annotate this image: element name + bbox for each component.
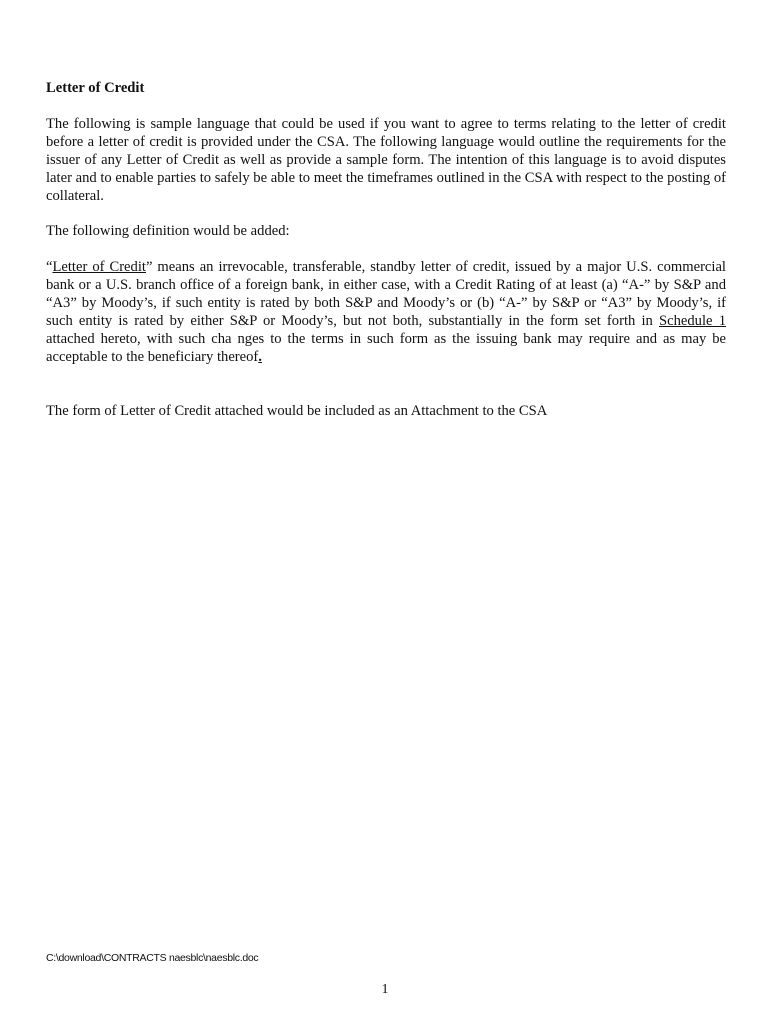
definition-paragraph — [46, 259, 726, 366]
definition-final-period: . — [258, 348, 262, 365]
definition-text-continued: attached hereto, with such cha nges to the terms in such form as the issuing bank may require and as may be acceptable to the beneficiary thereof — [46, 330, 726, 365]
definition-text: ” means an irrevocable, transferable, standby letter of credit, issued by a major U.S. commercial bank or a U.S. branch office of a foreign bank, in either case, with a Credit Rating of at least (a) “A-” by S&P and “A3” by Moody’s, if such entity is rated by both S&P and Moody’s or (b) “A-” by S&P or “A3” by Moody’s, if such entity is rated by either S&P or Moody’s, but not both, substantially in the form set forth in — [46, 259, 726, 330]
footer-file-path: C:\download\CONTRACTS naesblc\naesblc.doc — [46, 952, 259, 964]
definition-intro: The following definition would be added: — [46, 223, 290, 240]
closing-paragraph: The form of Letter of Credit attached would be included as an Attachment to the CSA — [46, 402, 548, 419]
intro-paragraph: The following is sample language that could be used if you want to agree to terms relating to the letter of credit before a letter of credit is provided under the CSA. The following language would outline the requirements for the issuer of any Letter of Credit as well as provide a sample form. The intention of this language is to avoid disputes later and to enable parties to safely be able to meet the timeframes outlined in the CSA with respect to the posting of collateral. — [46, 115, 726, 204]
schedule-reference: Schedule 1 — [659, 313, 726, 330]
definition-open-quote: “ — [46, 259, 53, 276]
document-body — [46, 80, 726, 439]
defined-term: Letter of Credit — [52, 259, 146, 276]
document-title: Letter of Credit — [46, 80, 145, 96]
page-number: 1 — [381, 982, 389, 997]
